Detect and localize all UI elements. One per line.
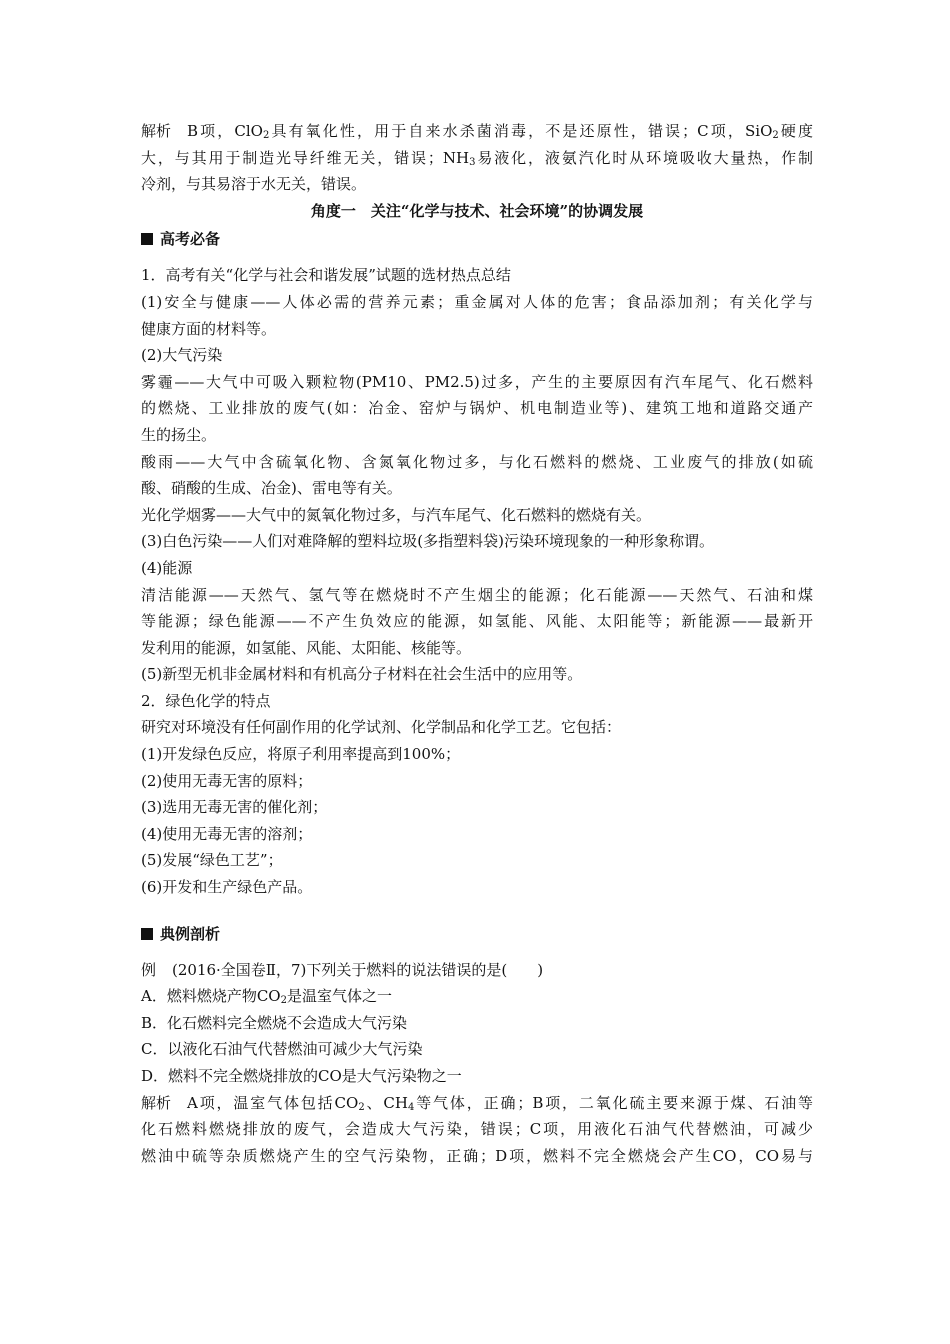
body-line: 清洁能源——天然气、氢气等在燃烧时不产生烟尘的能源；化石能源——天然气、石油和煤 <box>141 585 813 604</box>
body-line: 健康方面的材料等。 <box>141 319 277 338</box>
option-d: D．燃料不完全燃烧排放的CO是大气污染物之一 <box>141 1067 462 1085</box>
body-line: (1)安全与健康——人体必需的营养元素；重金属对人体的危害；食品添加剂；有关化学与 <box>141 292 813 311</box>
section-heading-text: 典例剖析 <box>160 924 221 943</box>
option-a <box>141 983 813 1010</box>
body-line: 的燃烧、工业排放的废气(如：冶金、窑炉与锅炉、机电制造业等)、建筑工地和道路交通产 <box>141 399 813 418</box>
body-line: 光化学烟雾——大气中的氮氧化物过多，与汽车尾气、化石燃料的燃烧有关。 <box>141 505 652 524</box>
analysis-line <box>141 1090 813 1117</box>
body-line: (4)能源 <box>141 558 193 577</box>
option-b: B．化石燃料完全燃烧不会造成大气污染 <box>141 1013 408 1032</box>
analysis-label: 解析 <box>141 122 172 140</box>
body-line: (2)使用无毒无害的原料； <box>141 771 313 790</box>
section-heading-dianli-pouxi <box>141 919 813 949</box>
analysis-text: 具有氧化性，用于自来水杀菌消毒，不是还原性，错误；C项，SiO <box>269 122 773 140</box>
body-line: 1．高考有关“化学与社会和谐发展”试题的选材热点总结 <box>141 266 511 285</box>
body-line: 发利用的能源，如氢能、风能、太阳能、核能等。 <box>141 638 472 657</box>
analysis-text: 大，与其用于制造光导纤维无关，错误；NH <box>141 148 470 167</box>
option-text: A．燃料燃烧产物CO <box>141 987 281 1006</box>
subscript: 2 <box>772 130 779 141</box>
body-line: 研究对环境没有任何副作用的化学试剂、化学制品和化学工艺。它包括： <box>141 718 622 737</box>
analysis-line: 燃油中硫等杂质燃烧产生的空气污染物，正确；D项，燃料不完全燃烧会产生CO，CO易与 <box>141 1146 813 1165</box>
analysis-line: 冷剂，与其易溶于水无关，错误。 <box>141 175 367 194</box>
option-c: C．以液化石油气代替燃油可减少大气污染 <box>141 1040 423 1059</box>
option-text: 是温室气体之一 <box>286 987 392 1006</box>
analysis-text: 等气体，正确；B项，二氧化硫主要来源于煤、石油等 <box>414 1093 814 1112</box>
analysis-line: 化石燃料燃烧排放的废气，会造成大气污染，错误；C项，用液化石油气代替燃油，可减少 <box>141 1120 813 1139</box>
analysis-text: 易液化，液氨汽化时从环境吸收大量热，作制 <box>475 148 813 167</box>
section-heading-gaokao-bibei <box>141 224 813 254</box>
subscript: 2 <box>280 995 287 1007</box>
document-page <box>141 118 813 1169</box>
body-line: (5)新型无机非金属材料和有机高分子材料在社会生活中的应用等。 <box>141 665 583 684</box>
body-line: (3)白色污染——人们对难降解的塑料垃圾(多指塑料袋)污染环境现象的一种形象称谓。 <box>141 532 714 551</box>
analysis-label: 解析 <box>141 1093 172 1112</box>
body-line: (1)开发绿色反应，将原子利用率提高到100%； <box>141 745 461 764</box>
body-line: (4)使用无毒无害的溶剂； <box>141 824 313 843</box>
subscript: 4 <box>407 1101 415 1113</box>
body-line: (3)选用无毒无害的催化剂； <box>141 798 328 817</box>
analysis-line <box>141 118 813 145</box>
example-question <box>141 957 813 984</box>
body-line: 2．绿色化学的特点 <box>141 691 271 710</box>
section-heading-text: 高考必备 <box>160 230 221 249</box>
analysis-line <box>141 145 813 172</box>
subscript: 2 <box>262 130 270 141</box>
body-line: 酸、硝酸的生成、冶金)、雷电等有关。 <box>141 479 402 498</box>
body-line: 生的扬尘。 <box>141 425 217 444</box>
analysis-text: A项，温室气体包括CO <box>187 1093 359 1112</box>
analysis-text: 、CH <box>364 1093 408 1112</box>
body-line: (6)开发和生产绿色产品。 <box>141 878 313 897</box>
body-line: 酸雨——大气中含硫氧化物、含氮氧化物过多，与化石燃料的燃烧、工业废气的排放(如硫 <box>141 452 813 471</box>
example-question-text: (2016·全国卷Ⅱ，7)下列关于燃料的说法错误的是( ) <box>172 960 544 979</box>
body-line: (5)发展“绿色工艺”； <box>141 851 283 870</box>
example-label: 例 <box>141 960 157 979</box>
body-line: 雾霾——大气中可吸入颗粒物(PM10、PM2.5)过多，产生的主要原因有汽车尾气、化石燃料 <box>141 372 813 391</box>
analysis-text: B项，ClO <box>187 122 263 140</box>
body-line: 等能源；绿色能源——不产生负效应的能源，如氢能、风能、太阳能等；新能源——最新开 <box>141 612 813 631</box>
subscript: 3 <box>469 156 476 168</box>
subscript: 2 <box>358 1101 365 1113</box>
analysis-text: 硬度 <box>778 122 813 140</box>
angle-title: 角度一 关注“化学与技术、社会环境”的协调发展 <box>310 201 644 220</box>
body-line: (2)大气污染 <box>141 346 223 365</box>
square-bullet-icon <box>141 233 153 245</box>
square-bullet-icon <box>141 928 153 940</box>
